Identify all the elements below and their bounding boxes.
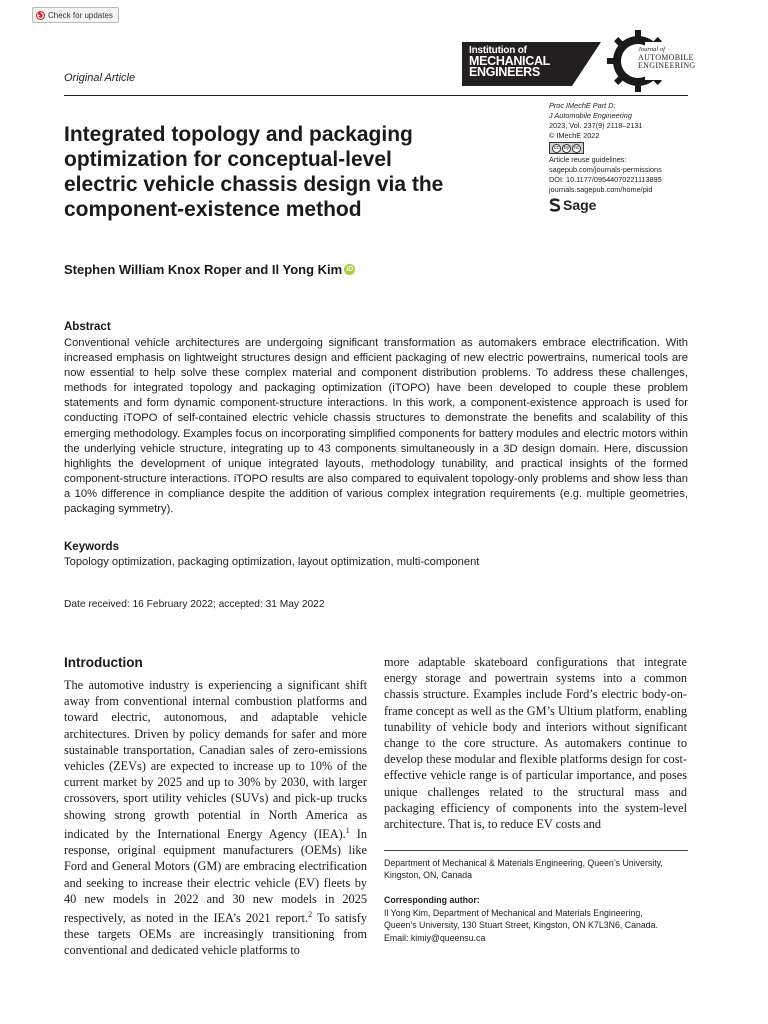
intro-text: In response, original equipment manufacturers (OEMs) like Ford and General Motors (GM) are embracing electrification and seeking to increase their electric vehicle (EV) fleets by 40 new models in 2022 and 30 new models in 2025 respectively, as noted in the IEA’s 2021 report. bbox=[64, 826, 367, 926]
journal-meta bbox=[549, 101, 699, 212]
journal-logo-line1: Journal of bbox=[638, 46, 665, 53]
introduction-right-column: more adaptable skateboard configurations that integrate energy storage and powertrain systems into a common chassis structure. Examples include Ford’s electric body-on-frame concept as well as the GM’s Ultium platform, enabling tunability of vehicle body and interiors without significant change to the core structure. As automakers continue to develop these modular and flexible platforms design for cost-effective vehicle range is of particular importance, and poses unique challenges related to the structural mass and packaging efficiency of components into the system-level architecture. That is, to reduce EV costs and bbox=[384, 655, 687, 832]
header-rule bbox=[64, 95, 688, 96]
abstract-heading: Abstract bbox=[64, 321, 111, 333]
title-line: Integrated topology and packaging bbox=[64, 123, 413, 146]
article-type: Original Article bbox=[64, 72, 136, 84]
sage-label: Sage bbox=[563, 197, 597, 213]
journal-logo bbox=[607, 30, 697, 92]
doi-link[interactable]: DOI: 10.1177/09544070221113895 bbox=[549, 175, 662, 184]
affiliation: Department of Mechanical & Materials Engineering, Queen’s University, Kingston, ON, Canada bbox=[384, 858, 663, 881]
reference-link[interactable]: 2 bbox=[308, 909, 313, 919]
reference-link[interactable]: 1 bbox=[345, 825, 350, 835]
corresponding-author-details bbox=[384, 907, 694, 944]
introduction-left-column bbox=[64, 677, 367, 959]
intro-text: The automotive industry is experiencing a significant shift away from conventional internal combustion platforms and toward electric, autonomous, and adaptable vehicle architectures. Driven by policy demands for safer and more sustainable transportation, Canadian sales of zero-emissions vehicles (ZEVs) are expected to increase up to 10% of the current market by 2025 and up to 30% by 2030, with larger crossovers, sport utility vehicles (SUVs) and pick-up trucks showing strong growth potential in North America as indicated by the International Energy Agency (IEA). bbox=[64, 678, 367, 841]
intro-text: To satisfy these targets OEMs are increasingly transitioning from conventional and dedicated vehicle platforms to bbox=[64, 911, 367, 958]
dates-received: Date received: 16 February 2022; accepted: 31 May 2022 bbox=[64, 599, 325, 610]
volume-info: 2023, Vol. 237(9) 2118–2131 bbox=[549, 121, 643, 130]
title-line: component-existence method bbox=[64, 198, 362, 221]
check-for-updates-button[interactable] bbox=[32, 7, 119, 23]
authors bbox=[64, 262, 355, 277]
imeche-logo bbox=[462, 42, 602, 86]
author-names: Stephen William Knox Roper and Il Yong Kim bbox=[64, 262, 343, 277]
corresponding-author-heading: Corresponding author: bbox=[384, 895, 480, 905]
paper-title bbox=[64, 122, 504, 222]
imeche-logo-line3: ENGINEERS bbox=[469, 65, 540, 79]
journal-logo-line2: AUTOMOBILE bbox=[638, 53, 694, 62]
keywords-text: Topology optimization, packaging optimization, layout optimization, multi-component bbox=[64, 556, 480, 568]
title-line: electric vehicle chassis design via the bbox=[64, 173, 444, 196]
reuse-link[interactable]: sagepub.com/journals-permissions bbox=[549, 165, 662, 174]
cc-license-badge[interactable] bbox=[549, 142, 584, 154]
corr-email[interactable]: Email: kimiy@queensu.ca bbox=[384, 932, 486, 943]
imeche-logo-line2: MECHANICAL bbox=[469, 54, 551, 68]
keywords-heading: Keywords bbox=[64, 541, 119, 553]
by-icon: by bbox=[563, 144, 570, 151]
copyright: © IMechE 2022 bbox=[549, 131, 600, 140]
title-line: optimization for conceptual-level bbox=[64, 148, 392, 171]
journal-logo-line3: ENGINEERING bbox=[638, 61, 696, 70]
orcid-icon[interactable]: iD bbox=[346, 266, 354, 273]
nc-icon: nc bbox=[573, 144, 580, 151]
check-for-updates-label: Check for updates bbox=[48, 10, 113, 20]
abstract-text: Conventional vehicle architectures are undergoing significant transformation as automakers embrace electrification. With increased emphasis on lightweight structures design and efficient packaging of new electric powertrains, numerical tools are now essential to help solve these complex material and component distribution problems. To address these challenges, methods for integrated topology and packaging optimization (iTOPO) have been developed to couple these problem statements and form dynamic component-structure interactions. In this work, a component-existence approach is used for conducting iTOPO of self-contained electric vehicle chassis structures to demonstrate the benefits and scalability of this emerging methodology. Examples focus on incorporating simplified components for battery modules and electric motors within the underlying vehicle structure, integrating up to 43 components simultaneously in a 3D design domain. Here, discussion highlights the development of unique integrated layouts, methodology tunability, and practical insights of the formed component-structure interactions. iTOPO results are also compared to equivalent topology-only problems and show less than a 10% difference in compliance despite the addition of various complex integration requirements (e.g. multiple geometries, packaging symmetry). bbox=[64, 337, 688, 516]
imeche-logo-line1: Institution of bbox=[469, 45, 527, 56]
journal-name-line1: Proc IMechE Part D: bbox=[549, 101, 616, 110]
sage-s-icon bbox=[549, 198, 561, 212]
sage-logo bbox=[549, 198, 699, 212]
footnote-rule bbox=[384, 850, 688, 851]
corr-line: Il Yong Kim, Department of Mechanical and Materials Engineering, bbox=[384, 908, 643, 918]
introduction-heading: Introduction bbox=[64, 655, 143, 670]
journal-link[interactable]: journals.sagepub.com/home/pid bbox=[549, 185, 653, 194]
corr-line: Queen’s University, 130 Stuart Street, Kingston, ON K7L3N6, Canada. bbox=[384, 920, 658, 931]
reuse-label: Article reuse guidelines: bbox=[549, 155, 627, 164]
journal-name-line2: J Automobile Engineering bbox=[549, 111, 632, 120]
update-icon bbox=[36, 11, 45, 20]
cc-icon: cc bbox=[554, 144, 559, 151]
